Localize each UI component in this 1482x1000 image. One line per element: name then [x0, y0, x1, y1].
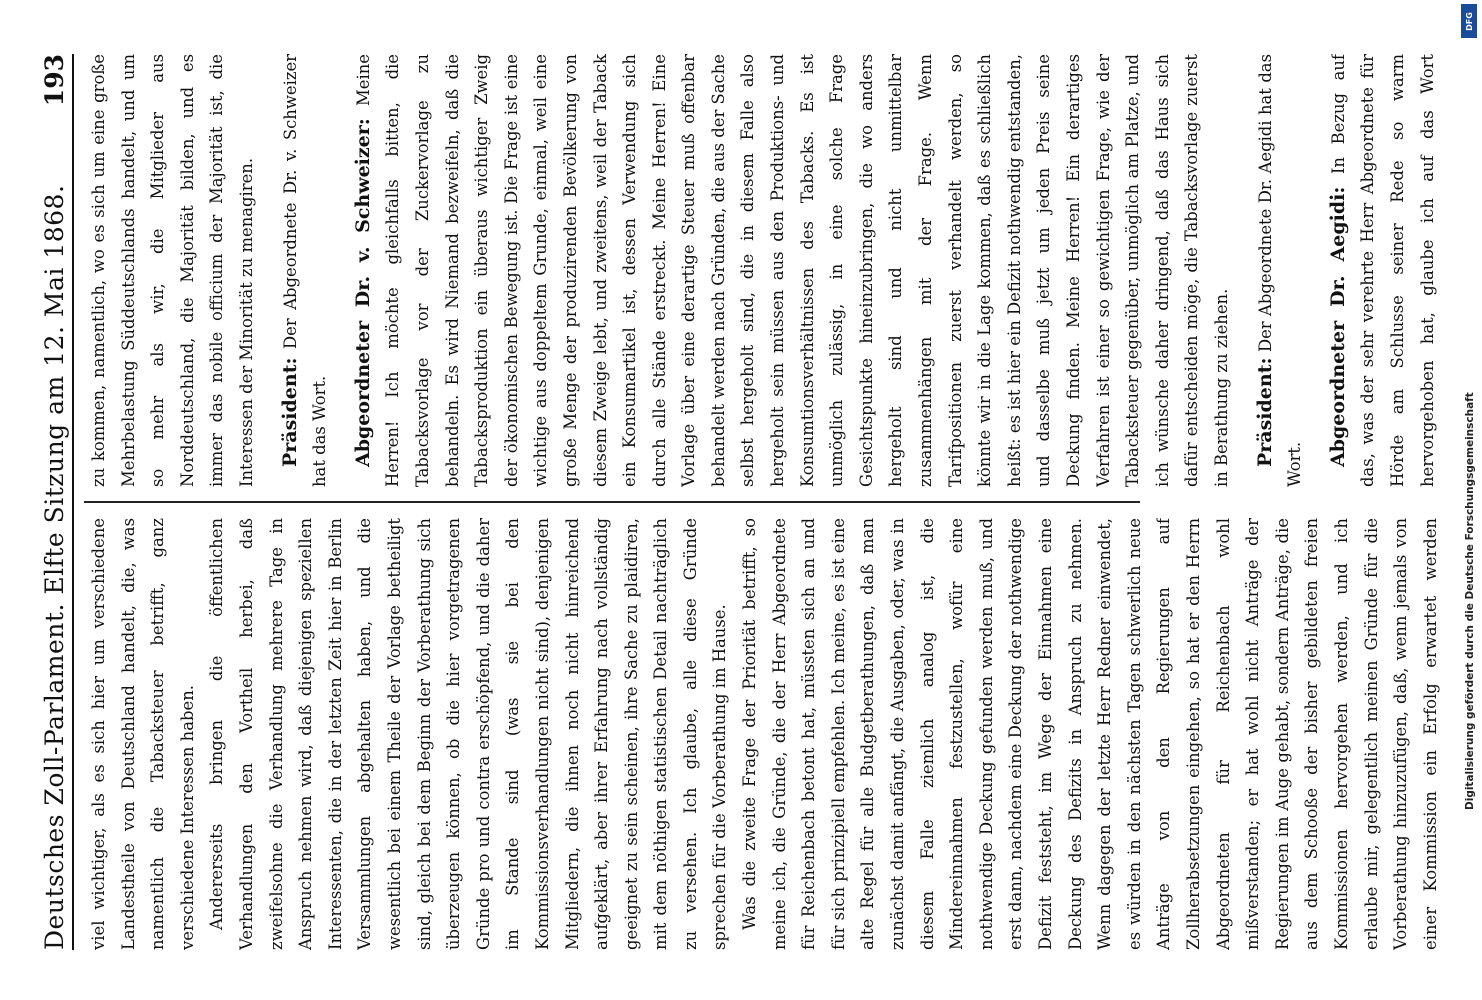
paragraph-text: In Bezug auf das, was der sehr verehrte Herr Abgeordnete für Hörde am Schlusse seiner Rede so warm hervorgehoben hat, glaube ich auf das Wort	[1328, 54, 1437, 487]
paragraph	[1324, 54, 1440, 487]
paragraph-text: Was die zweite Frage der Priorität betrifft, so meine ich, die Gründe, die der Herr Abgeordnete für Reichenbach betont hat, müssten sich an und für sich prinzipiell empfehlen. Ich meine, es ist eine alte Regel für alle Budgetberathungen, daß man zunächst damit anfängt, die Ausgaben, oder, was in diesem Falle ziemlich analog ist, die Mindereinnahmen festzustellen, wofür eine nothwendige Deckung gefunden werden muß, und erst dann, nachdem eine Deckung der nothwendige Defizit feststeht, im Wege der Einnahmen eine Deckung des Defizits in Anspruch zu nehmen. Wenn dagegen der letzte Herr Redner einwendet, es würden in den nächsten Tagen schwerlich neue Anträge von den Regierungen auf Zollherabsetzungen eingehen, so hat er den Herrn Abgeordneten für Reichenbach wohl mißverstanden; er hat wohl nicht Anträge der Regierungen im Auge gehabt, sondern Anträge, die aus dem Schooße der bisher gebildeten freien Kommissionen hervorgehen werden, und ich erlaube mir, gelegentlich meinen Gründe für die Vorberathung hinzuzufügen, daß, wenn jemals von einer Kommission ein Erfolg erwartet werden	[740, 518, 1440, 950]
paragraph	[84, 54, 262, 487]
paragraph	[1251, 54, 1310, 487]
running-title: Deutsches Zoll-Parlament. Elfte Sitzung am 12. Mai 1868.	[40, 184, 69, 950]
paragraph-text: Meine Herren! Ich möchte gleichfalls bitten, die Tabacksvorlage vor der Zuckervorlage zu behandeln. Es wird Niemand bezweifeln, daß die Tabacksproduktion ein überaus wichtiger Zweig der ökonomischen Bewegung ist. Die Frage ist eine wichtige aus doppeltem Grunde, einmal, weil eine große Menge der produzirenden Bevölkerung von diesem Zweige lebt, und zweitens, weil der Taback ein Konsumartikel ist, dessen Verwendung sich durch alle Stände erstreckt. Meine Herren! Eine Vorlage über eine derartige Steuer muß offenbar behandelt werden nach Gründen, die aus der Sache selbst hergeholt sind, die in diesem Falle also hergeholt sein müssen aus den Produktions- und Konsumtionsverhältnissen des Tabacks. Es ist unmöglich zulässig, in eine solche Frage Gesichtspunkte hineinzubringen, die wo anders hergeholt sind und nicht unmittelbar zusammenhängen mit der Frage. Wenn Tarifpositionen zuerst verhandelt werden, so könnte wir in die Lage kommen, daß es schließlich heißt: es ist hier ein Defizit nothwendig entstanden, und dasselbe muß jetzt um jeden Preis seine Deckung finden. Meine Herren! Ein derartiges Verfahren ist einer so gewichtigen Frage, wie der Tabacksteuer gegenüber, unmöglich am Platze, und ich wünsche daher dringend, daß das Haus sich dafür entscheiden möge, die Tabacksvorlage zuerst in Berathung zu ziehen.	[353, 54, 1231, 487]
paragraph-text: viel wichtiger, als es sich hier um verschiedene Landestheile von Deutschland handelt, die, was namentlich die Tabacksteuer betrifft, ganz verschiedene Interessen haben.	[89, 518, 197, 950]
speaker-name: Präsident:	[1253, 357, 1276, 467]
digitization-credit-strip	[1460, 0, 1480, 1000]
page-number: 193	[40, 54, 69, 107]
rotated-page	[20, 20, 1440, 980]
paragraph	[202, 518, 735, 950]
paragraph-text: Der Abgeordnete Dr. Aegidi hat das Wort.	[1255, 54, 1305, 487]
text-column-right	[84, 54, 1440, 487]
dfg-logo-text: DFG	[1464, 11, 1474, 31]
paragraph	[349, 54, 1237, 487]
text-column-left	[84, 518, 1440, 950]
speaker-name: Präsident:	[278, 357, 301, 467]
paragraph-text: Andererseits bringen die öffentlichen Verhandlungen den Vortheil herbei, daß zweifelsohne die Verhandlung mehrere Tage in Anspruch nehmen wird, daß diejenigen speziellen Interessenten, die in der letzten Zeit hier in Berlin Versammlungen abgehalten haben, und die wesentlich bei einem Theile der Vorlage betheiligt sind, gleich bei dem Beginn der Vorberathung sich überzeugen können, ob die hier vorgetragenen Gründe pro und contra erschöpfend, und die daher im Stande sind (was sie bei den Kommissionsverhandlungen nicht sind), denjenigen Mitgliedern, die ihnen noch nicht hinreichend aufgeklärt, aber ihrer Erfahrung nach vollständig geeignet zu sein scheinen, ihre Sache zu plaidiren, mit dem nöthigen statistischen Detail nachträglich zu versehen. Ich glaube, alle diese Gründe sprechen für die Vorberathung im Hause.	[207, 518, 730, 950]
column-divider	[84, 501, 1140, 503]
paragraph-text: Der Abgeordnete Dr. v. Schweizer hat das Wort.	[280, 54, 330, 487]
paragraph	[84, 518, 202, 950]
paragraph	[735, 518, 1440, 950]
paragraph-text: zu kommen, namentlich, wo es sich um eine große Mehrbelastung Süddeutschlands handelt, und um so mehr als wir, die Mitglieder aus Norddeutschland, die Majorität bilden, und es immer das nobile officium der Majorität ist, die Interessen der Minorität zu menagiren.	[89, 54, 256, 487]
digitization-credit-text: Digitalisierung gefördert durch die Deutsche Forschungsgemeinschaft	[1464, 392, 1476, 810]
speaker-name: Abgeordneter Dr. v. Schweizer:	[351, 118, 374, 467]
speaker-name: Abgeordneter Dr. Aegidi:	[1326, 186, 1349, 467]
dfg-logo	[1461, 4, 1477, 38]
paragraph	[276, 54, 335, 487]
page-header	[28, 54, 74, 950]
